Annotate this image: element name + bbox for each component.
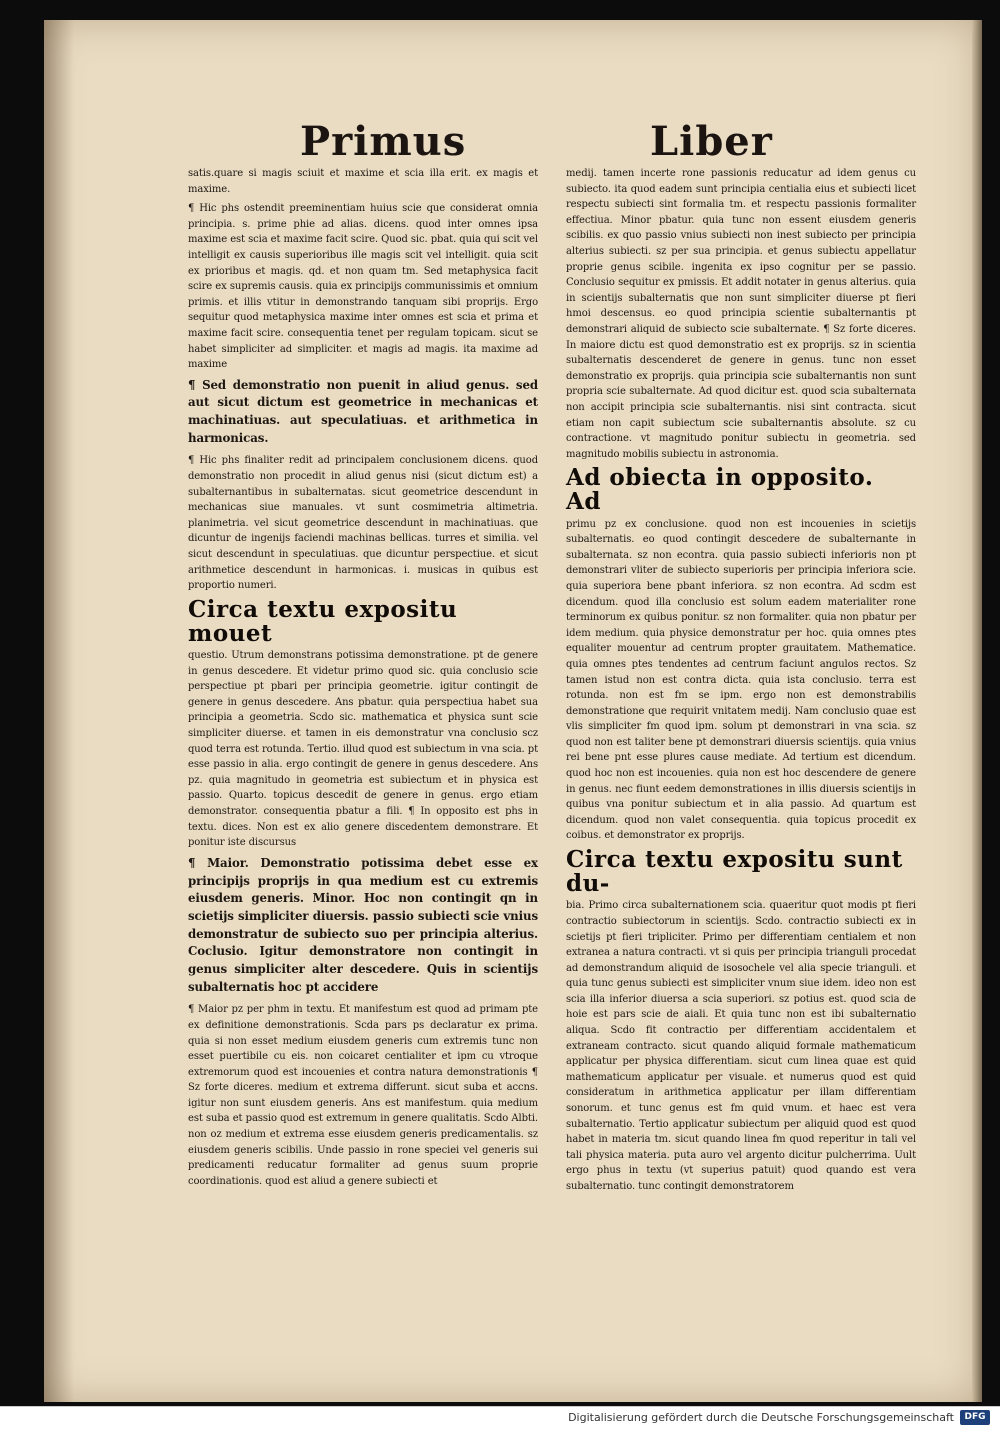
- text-paragraph: satis.quare si magis sciuit et maxime et scia illa erit. ex magis et maxime.: [188, 168, 538, 195]
- text-paragraph: bia. Primo circa subalternationem scia. quaeritur quot modis pt fieri contractio subiectorum in scientijs. Scdo. contractio subiecti ex in scietijs pt fieri tripliciter. Primo per differentiam centialem et non extranea a natura contracti. vt si quis per principia trianguli procedat ad demonstrandum aliquid de isosochele vel alia specie trianguli. et quia tunc genus subiecti est simpliciter vnum siue idem. ideo non est scia illa inferior diuersa a scia superiori. sz potius est. quod scia de hoie est pars scie de aiali. Et quia tunc non est ibi subalternatio aliqua. Scdo fit contractio per differentiam accidentalem et extraneam contracto. sicut quando aliquid formale mathematicum applicatur per physica differentiam. sicut cum linea quae est quid mathematicum applicatur per visuale. et numerus quod est quid consideratum in arithmetica applicatur per illam differentiam sonorum. et tunc genus est fm quid vnum. et haec est vera subalternatio. Tertio applicatur subiectum per aliquid quod est quod habet in materia tm. sicut quando linea fm quod reperitur in tali vel tali physica materia. puta auro vel argento dicitur pulcherrima. Uult ergo phus in textu (vt superius patuit) quod quando est vera subalternatio. tunc contingit demonstratorem: [566, 900, 916, 1192]
- footer-bar: [0, 1406, 1000, 1429]
- funding-credit: Digitalisierung gefördert durch die Deutsche Forschungsgemeinschaft: [568, 1411, 954, 1424]
- text-paragraph: primu pz ex conclusione. quod non est incouenies in scietijs subalternatis. eo quod contingit descedere de subalternante in subalternata. sz non econtra. quia passio subiecti inferioris non pt demonstrari vliter de subiecto superioris per principia inferiora scie. quia superiora bene pbant inferiora. sz non econtra. Ad scdm est dicendum. quod illa conclusio est solum eadem materialiter rone terminorum ex quibus ponitur. sz non formaliter. quia non pbatur per idem medium. quia physice demonstratur per hoc. quia omnes ptes equaliter mouentur ad centrum propter grauitatem. Mathematice. quia omnes ptes tendentes ad centrum faciunt angulos rectos. Sz tamen istud non est contra dicta. quia ista conclusio. terra est rotunda. non est fm se ipm. ergo non est demonstrabilis demonstratione que requirit vnitatem medij. Nam conclusio quae est vlis simpliciter fm quod ipm. solum pt demonstrari in vna scia. sz quod non est taliter bene pt demonstrari diuersis scientijs. quia vnius rei bene pnt esse plures cause mediate. Ad tertium est dicendum. quod hoc non est incouenies. quia non est hoc descendere de genere in genus. nec fiunt eedem demonstrationes in illis diuersis scientijs in quibus vna ponitur subiectum et in alia passio. Ad quartum est dicendum. quod non valet consequentia. quia topicus procedit ex coibus. et demonstrator ex proprijs.: [566, 518, 916, 842]
- text-paragraph: ¶ Maior pz per phm in textu. Et manifestum est quod ad primam pte ex definitione demonstrationis. Scda pars ps declaratur ex prima. quia si non esset medium eiusdem generis cum extremis tunc non esset puertibile cu eis. non coicaret centialiter et ipm cu vtroque extremorum quod est incouenies et contra natura demonstrationis ¶ Sz forte diceres. medium et extrema differunt. sicut suba et accns. igitur non sunt eiusdem generis. Ans est manifestum. quia medium est suba et passio quod est extremum in genere qualitatis. Scdo Albti. non oz medium et extrema esse eiusdem generis predicamentalis. sz eiusdem generis scibilis. Unde passio in rone speciei vel generis sui predicamenti reducatur formaliter ad genus suum proprie coordinationis. quod est aliud a genere subiecti et: [188, 1004, 538, 1187]
- running-head-left: Primus: [300, 118, 467, 165]
- section-heading: Circa textu expositu mouet: [188, 595, 458, 647]
- left-text-column: [188, 166, 538, 1193]
- dfg-logo: DFG: [960, 1410, 990, 1425]
- running-head-right: Liber: [650, 118, 773, 165]
- gutter-shadow: [44, 20, 74, 1402]
- text-paragraph: medij. tamen incerte rone passionis reducatur ad idem genus cu subiecto. ita quod eadem sunt principia centialia eius et subiecti licet respectu subiecti sint formalia tm. et respectu passionis formaliter effectiua. Minor pbatur. quia tunc non essent eiusdem generis scibilis. ex quo passio vnius subiecti non inest subiecto per principia alterius subiecti. sz per sua principia. et genus subiectu appellatur proprie genus scibile. ingenita ex ipso cognitur per se passio. Conclusio sequitur ex pmissis. Et addit notater in genus alterius. quia in scientijs subalternatis que non sunt simpliciter diuerse pt fieri hmoi descensus. eo quod principia scientie subalternantis pt demonstrari aliquid de subiecto scie subalternate. ¶ Sz forte diceres. In maiore dictu est quod demonstratio est ex proprijs. sz in scientia subalternatis descenderet de genere in genus. tunc non esset demonstratio ex proprijs. quia principia scie subalternantis non sunt propria scie subalternate. Ad quod dicitur est. quod scia subalternata non accipit principia scie subalternantis. nisi sint contracta. sicut etiam non capit subiectum scie subalternantis absolute. sz cu contractione. vt magnitudo ponitur subiectu in geometria. sed magnitudo mobilis subiectu in astronomia.: [566, 168, 916, 460]
- text-paragraph: ¶ Sed demonstratio non puenit in aliud genus. sed aut sicut dictum est geometrice in mechanicas et machinatiuas. aut speculatiuas. et arithmetica in harmonicas.: [188, 377, 538, 445]
- page-edge: [972, 20, 982, 1402]
- text-paragraph: ¶ Hic phs finaliter redit ad principalem conclusionem dicens. quod demonstratio non procedit in aliud genus nisi (sicut dictum est) a subalternantibus in subalternatas. sicut geometrice descendunt in mechanicas siue manuales. vt sunt cosmimetria altimetria. planimetria. vel sicut geometrice descendunt in machinatiuas. que dicuntur de ingenijs faciendi machinas bellicas. turres et similia. vel sicut descendunt in speculatiuas. que dicuntur perspectiue. et sicut arithmetice descendunt in harmonicas. i. musicas in quibus est proportio numeri.: [188, 455, 538, 592]
- text-paragraph: questio. Utrum demonstrans potissima demonstratione. pt de genere in genus descedere. Et videtur primo quod sic. quia conclusio scie perspectiue pt pbari per principia geometrie. igitur contingit de genere in genus descedere. Ans pbatur. quia perspectiua habet sua principia a geometria. Scdo sic. mathematica et physica sunt scie simpliciter diuerse. et tamen in eis demonstratur vna conclusio scz quod terra est rotunda. Tertio. illud quod est subiectum in vna scia. pt esse passio in alia. ergo contingit de genere in genus descedere. Ans pz. quia magnitudo in geometria est subiectum et in physica est passio. Quarto. topicus descedit de genere in genus. ergo etiam demonstrator. consequentia pbatur a fili. ¶ In opposito est phs in textu. dices. Non est ex alio genere discedentem demonstrare. Et ponitur iste discursus: [188, 650, 538, 849]
- section-heading: Ad obiecta in opposito. Ad: [566, 464, 874, 516]
- text-paragraph: ¶ Hic phs ostendit preeminentiam huius scie que considerat omnia principia. s. prime phie ad alias. dicens. quod inter omnes ipsa maxime est scia et maxime facit scire. Quod sic. pbat. quia qui scit vel intelligit ex causis superioribus ille magis scit vel intelligit. quia scit ex prioribus et magis. qd. et non quam tm. Sed metaphysica facit scire ex supremis causis. quia ex principijs communissimis et omnium primis. et illis vtitur in demonstrando tanquam sibi proprijs. Ergo sequitur quod metaphysica maxime inter omnes est scia et prima et maxime facit scire. consequentia tenet per regulam topicam. sicut se habet simpliciter ad simpliciter. et magis ad magis. ita maxime ad maxime: [188, 203, 538, 371]
- section-heading: Circa textu expositu sunt du-: [566, 846, 903, 898]
- text-paragraph: ¶ Maior. Demonstratio potissima debet esse ex principijs proprijs in qua medium est cu extremis eiusdem generis. Minor. Hoc non contingit qn in scietijs simpliciter diuersis. passio subiecti scie vnius demonstratur de subiecto suo per principia alterius. Coclusio. Igitur demonstratore non contingit in genus simpliciter alter descedere. Quis in scientijs subalternatis hoc pt accidere: [188, 855, 538, 994]
- right-text-column: [566, 166, 916, 1199]
